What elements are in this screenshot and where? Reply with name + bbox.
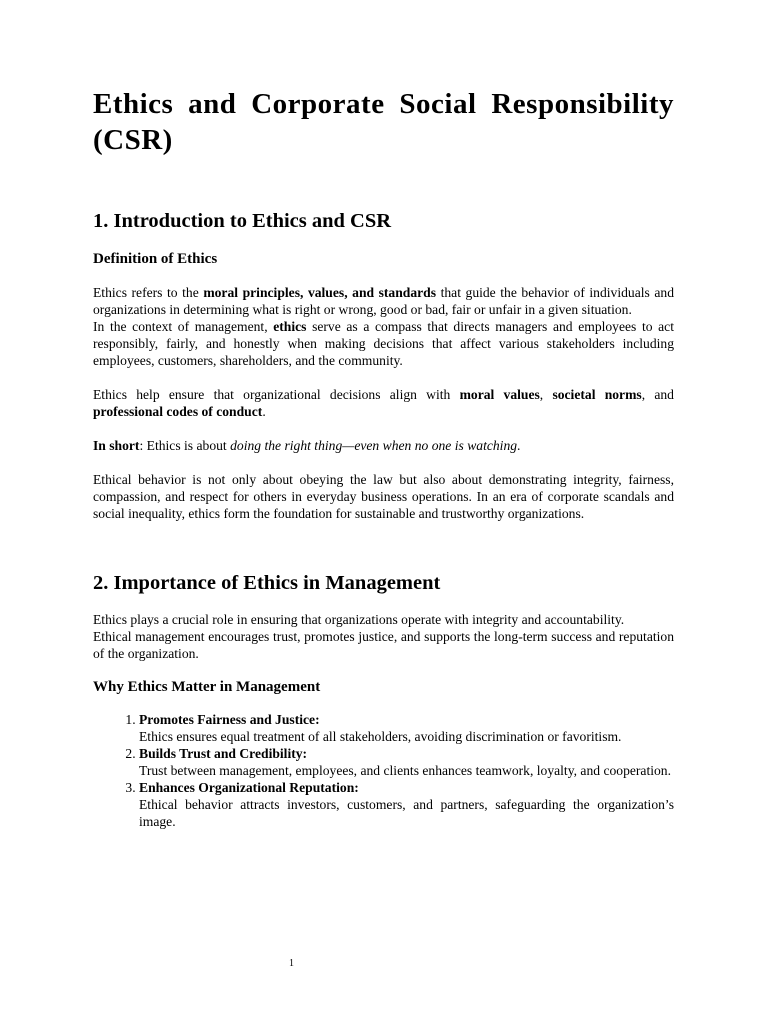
list-item bbox=[139, 711, 674, 745]
list-item-title: 2. Builds Trust and Credibility: bbox=[139, 746, 308, 761]
ethics-role-paragraph: Ethics plays a crucial role in ensuring that organizations operate with integrity and accountability. bbox=[93, 612, 625, 627]
why-ethics-matter-heading: Why Ethics Matter in Management bbox=[93, 679, 321, 695]
list-item-title: 3. Enhances Organizational Reputation: bbox=[139, 780, 359, 795]
list-item bbox=[139, 745, 674, 779]
ethics-definition-paragraph: Ethics refers to the moral principles, values, and standards that guide the behavior of individuals and organizations in determining what is right or wrong, good or bad, fair or unfair in a given situation. bbox=[93, 285, 675, 317]
in-short-paragraph: In short: Ethics is about doing the right thing—even when no one is watching. bbox=[93, 438, 521, 453]
ethics-importance-list bbox=[93, 711, 674, 830]
ethical-management-paragraph: Ethical management encourages trust, promotes justice, and supports the long-term success and reputation of the organization. bbox=[93, 629, 674, 661]
document-title: Ethics and Corporate Social Responsibility (CSR) bbox=[93, 88, 674, 156]
decisions-alignment-paragraph: Ethics help ensure that organizational decisions align with moral values, societal norms, and professional codes of conduct. bbox=[93, 387, 674, 419]
document-page bbox=[93, 86, 674, 830]
section-2-heading: 2. Importance of Ethics in Management bbox=[93, 572, 441, 594]
ethical-behavior-paragraph: Ethical behavior is not only about obeying the law but also about demonstrating integrity, fairness, compassion, and respect for others in everyday business operations. In an era of corporate scandals and social inequality, ethics form the foundation for sustainable and trustworthy organizations. bbox=[93, 472, 674, 521]
list-item bbox=[139, 779, 674, 830]
list-item-title: 1. Promotes Fairness and Justice: bbox=[139, 712, 320, 727]
section-1-heading: 1. Introduction to Ethics and CSR bbox=[93, 210, 392, 232]
management-context-paragraph: In the context of management, ethics serve as a compass that directs managers and employees to act responsibly, fairly, and honestly when making decisions that affect various stakeholders including employees, customers, shareholders, and the community. bbox=[93, 319, 674, 368]
page-number: 1 bbox=[289, 958, 294, 969]
list-item-description: Ethics ensures equal treatment of all stakeholders, avoiding discrimination or favoritism. bbox=[139, 729, 622, 744]
list-item-description: Trust between management, employees, and clients enhances teamwork, loyalty, and cooperation. bbox=[139, 763, 672, 778]
list-item-description: Ethical behavior attracts investors, customers, and partners, safeguarding the organization’s image. bbox=[139, 797, 674, 829]
definition-of-ethics-heading: Definition of Ethics bbox=[93, 251, 218, 267]
